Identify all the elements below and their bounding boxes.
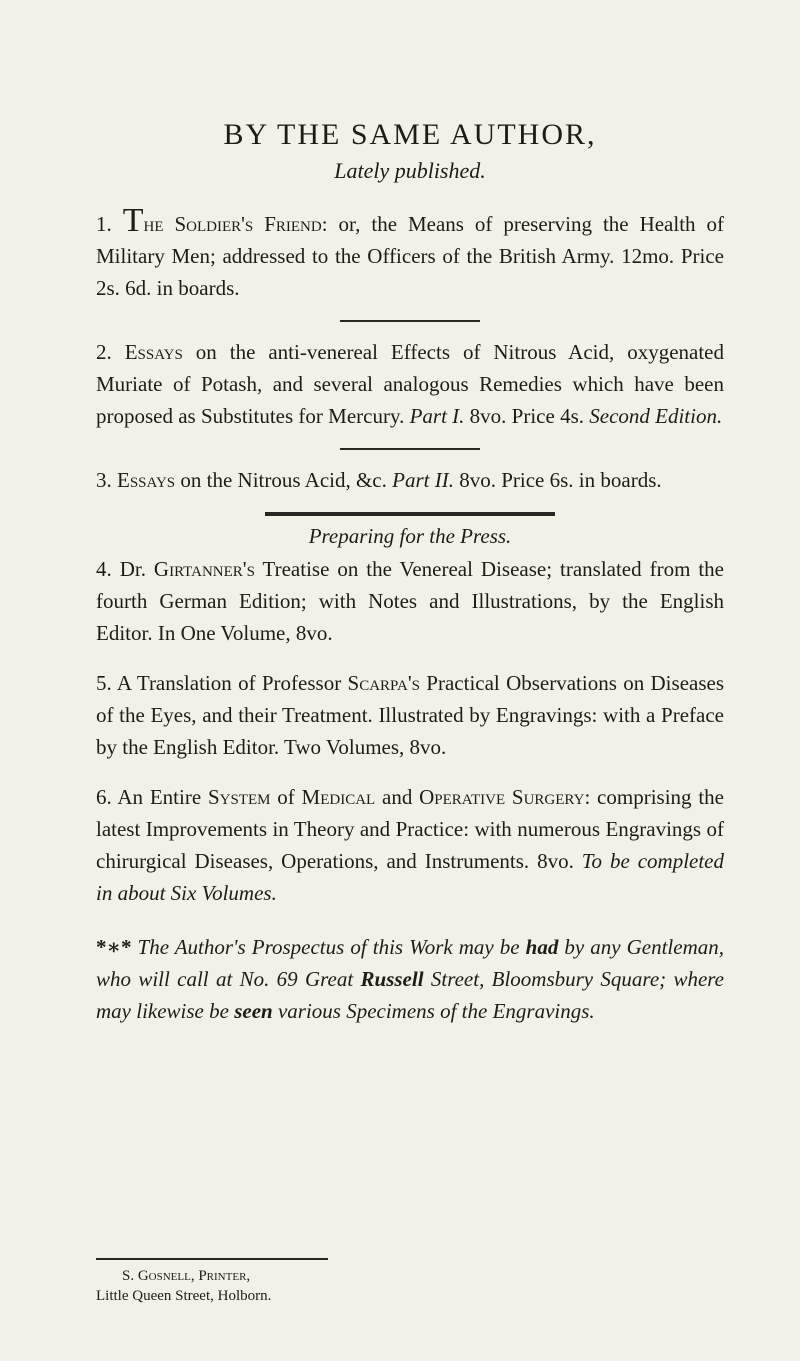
item-title: System <box>207 785 271 809</box>
spacer <box>96 763 724 781</box>
item-part: Part I. <box>409 404 465 428</box>
printer-address: Little Queen Street, Holborn. <box>96 1288 272 1304</box>
item-author: Girtanner's <box>153 557 255 581</box>
list-item <box>96 553 724 649</box>
item-number: 6. <box>96 785 112 809</box>
item-title: Essays <box>117 468 176 492</box>
item-text: 8vo. Price 4s. <box>464 404 590 428</box>
list-item <box>96 336 724 432</box>
item-text: Treatise on the Venereal Disease; translated from the fourth German Edition; with Notes and Illustrations, by the English Editor. In One Volume, 8vo. <box>96 557 725 645</box>
item-text: Dr. <box>111 557 154 581</box>
list-item <box>96 464 724 496</box>
section-heading: Preparing for the Press. <box>308 524 512 548</box>
asterism-mark: *∗* <box>96 935 132 959</box>
divider <box>340 448 480 450</box>
notice-text: Street, Bloomsbury Square; where may likewise be <box>96 967 724 1023</box>
divider <box>265 512 555 516</box>
divider <box>340 320 480 322</box>
item-text: : comprising the latest Improvements in Theory and Practice: with numerous Engravings of chirurgical Diseases, Operations, and Instruments. 8vo. <box>96 785 724 873</box>
printer-name: S. Gosnell, Printer, <box>122 1268 251 1284</box>
item-text: and <box>375 785 420 809</box>
printer-imprint <box>96 1258 328 1306</box>
item-text: on the anti-venereal Effects of Nitrous Acid, oxygenated Muriate of Potash, and several analogous Remedies which have been proposed as Substitutes for Mercury. <box>96 340 724 428</box>
item-number: 5. <box>96 671 112 695</box>
list-item <box>96 781 724 909</box>
item-text: A Translation of Professor <box>111 671 348 695</box>
item-text: Practical Observations on Diseases of the Eyes, and their Treatment. Illustrated by Engravings: with a Preface by the English Editor. Two Volumes, 8vo. <box>96 671 725 759</box>
drop-letter: T <box>122 202 144 239</box>
item-number: 2. <box>96 340 112 364</box>
notice-text: various Specimens of the Engravings. <box>272 999 595 1023</box>
item-title: Operative Surgery <box>419 785 585 809</box>
item-number: 1. <box>96 212 112 236</box>
item-title: he Soldier's Friend <box>143 212 322 236</box>
item-text: 8vo. Price 6s. in boards. <box>453 468 662 492</box>
item-text: on the Nitrous Acid, &c. <box>175 468 393 492</box>
spacer <box>96 649 724 667</box>
item-edition: Second Edition. <box>589 404 723 428</box>
list-item <box>96 667 724 763</box>
item-text: : or, the Means of preserving the Health of Military Men; addressed to the Officers of the British Army. 12mo. Price 2s. 6d. in boards. <box>96 212 724 300</box>
page-heading: BY THE SAME AUTHOR, <box>223 118 597 151</box>
item-part: Part II. <box>392 468 454 492</box>
item-number: 4. <box>96 557 112 581</box>
item-author: Scarpa's <box>347 671 420 695</box>
divider <box>96 1258 328 1260</box>
item-number: 3. <box>96 468 112 492</box>
notice-text: by any Gentleman, who will call at No. 69 Great <box>96 935 724 991</box>
item-note: To be completed in about Six Volumes. <box>96 849 724 905</box>
prospectus-notice <box>96 931 724 1027</box>
item-title: Medical <box>301 785 376 809</box>
notice-text: had <box>525 935 559 959</box>
item-title: Essays <box>124 340 183 364</box>
item-text: of <box>270 785 302 809</box>
notice-text: Russell <box>360 967 424 991</box>
page-subheading: Lately published. <box>334 158 486 183</box>
list-item <box>96 202 724 304</box>
item-text: An Entire <box>111 785 208 809</box>
notice-text: The Author's Prospectus of this Work may be <box>131 935 526 959</box>
notice-text: seen <box>234 999 273 1023</box>
